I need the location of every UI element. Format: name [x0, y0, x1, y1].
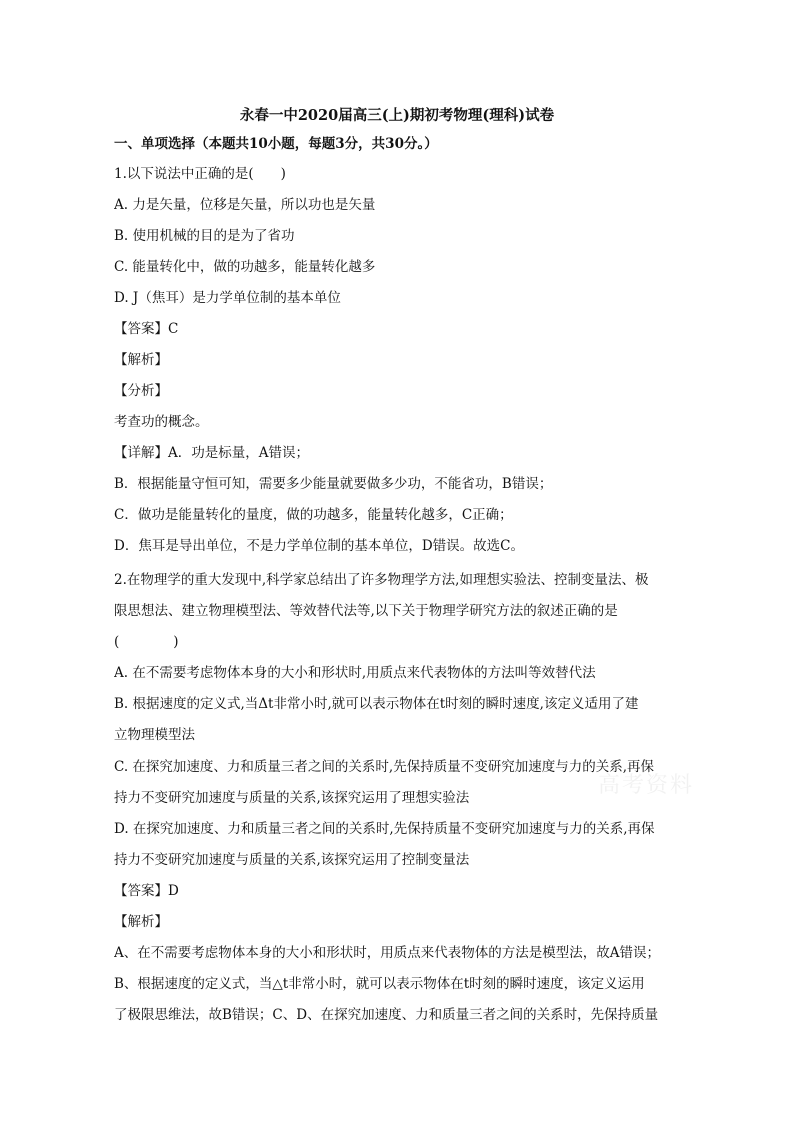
question-1-detail-a: 【详解】A．功是标量，A错误；: [114, 445, 309, 461]
question-1-option-a: A. 力是矢量，位移是矢量，所以功也是矢量: [114, 197, 376, 213]
question-2-blank: ( ): [114, 634, 179, 650]
document-title: 永春一中2020届高三(上)期初考物理(理科)试卷: [239, 107, 555, 124]
question-1-stem: 1.以下说法中正确的是( ): [114, 166, 286, 182]
question-2-option-c-line-2: 持力不变研究加速度与质量的关系,该探究运用了理想实验法: [114, 790, 470, 806]
question-1-answer: 【答案】C: [114, 321, 179, 337]
question-2-option-b-line-1: B. 根据速度的定义式,当Δt非常小时,就可以表示物体在t时刻的瞬时速度,该定义适用了建: [114, 696, 639, 712]
question-1-detail-c: C．做功是能量转化的量度，做的功越多，能量转化越多，C正确；: [114, 507, 513, 523]
question-1-option-c: C. 能量转化中，做的功越多，能量转化越多: [114, 259, 376, 275]
question-2-option-c-line-1: C. 在探究加速度、力和质量三者之间的关系时,先保持质量不变研究加速度与力的关系,再保: [114, 759, 655, 775]
question-1-fenxi-text: 考查功的概念。: [114, 414, 209, 430]
section-header: 一、单项选择（本题共10小题，每题3分，共30分。）: [114, 136, 438, 152]
question-1-detail-d: D．焦耳是导出单位，不是力学单位制的基本单位，D错误。故选C。: [114, 538, 524, 554]
question-2-option-d-line-2: 持力不变研究加速度与质量的关系,该探究运用了控制变量法: [114, 852, 470, 868]
question-2-analysis-line-3: 了极限思维法，故B错误；C、D、在探究加速度、力和质量三者之间的关系时，先保持质量: [114, 1007, 659, 1023]
question-2-option-d-line-1: D. 在探究加速度、力和质量三者之间的关系时,先保持质量不变研究加速度与力的关系,再保: [114, 821, 655, 837]
question-1-detail-b: B．根据能量守恒可知，需要多少能量就要做多少功，不能省功，B错误；: [114, 476, 553, 492]
question-1-fenxi-heading: 【分析】: [114, 383, 168, 399]
question-1-analysis-heading: 【解析】: [114, 352, 168, 368]
question-2-analysis-line-2: B、根据速度的定义式，当△t非常小时，就可以表示物体在t时刻的瞬时速度，该定义运用: [114, 976, 645, 992]
question-2-option-a: A. 在不需要考虑物体本身的大小和形状时,用质点来代表物体的方法叫等效替代法: [114, 665, 596, 681]
question-2-analysis-heading: 【解析】: [114, 914, 168, 930]
question-2-stem-line-1: 2.在物理学的重大发现中,科学家总结出了许多物理学方法,如理想实验法、控制变量法、极: [114, 572, 649, 588]
question-1-option-b: B. 使用机械的目的是为了省功: [114, 228, 295, 244]
question-2-analysis-line-1: A、在不需要考虑物体本身的大小和形状时，用质点来代表物体的方法是模型法，故A错误；: [114, 945, 660, 961]
question-2-option-b-line-2: 立物理模型法: [114, 727, 195, 743]
watermark: 高考资料: [598, 773, 695, 798]
question-1-option-d: D. J（焦耳）是力学单位制的基本单位: [114, 290, 341, 306]
question-2-stem-line-2: 限思想法、建立物理模型法、等效替代法等,以下关于物理学研究方法的叙述正确的是: [114, 603, 618, 619]
question-2-answer: 【答案】D: [114, 883, 179, 899]
